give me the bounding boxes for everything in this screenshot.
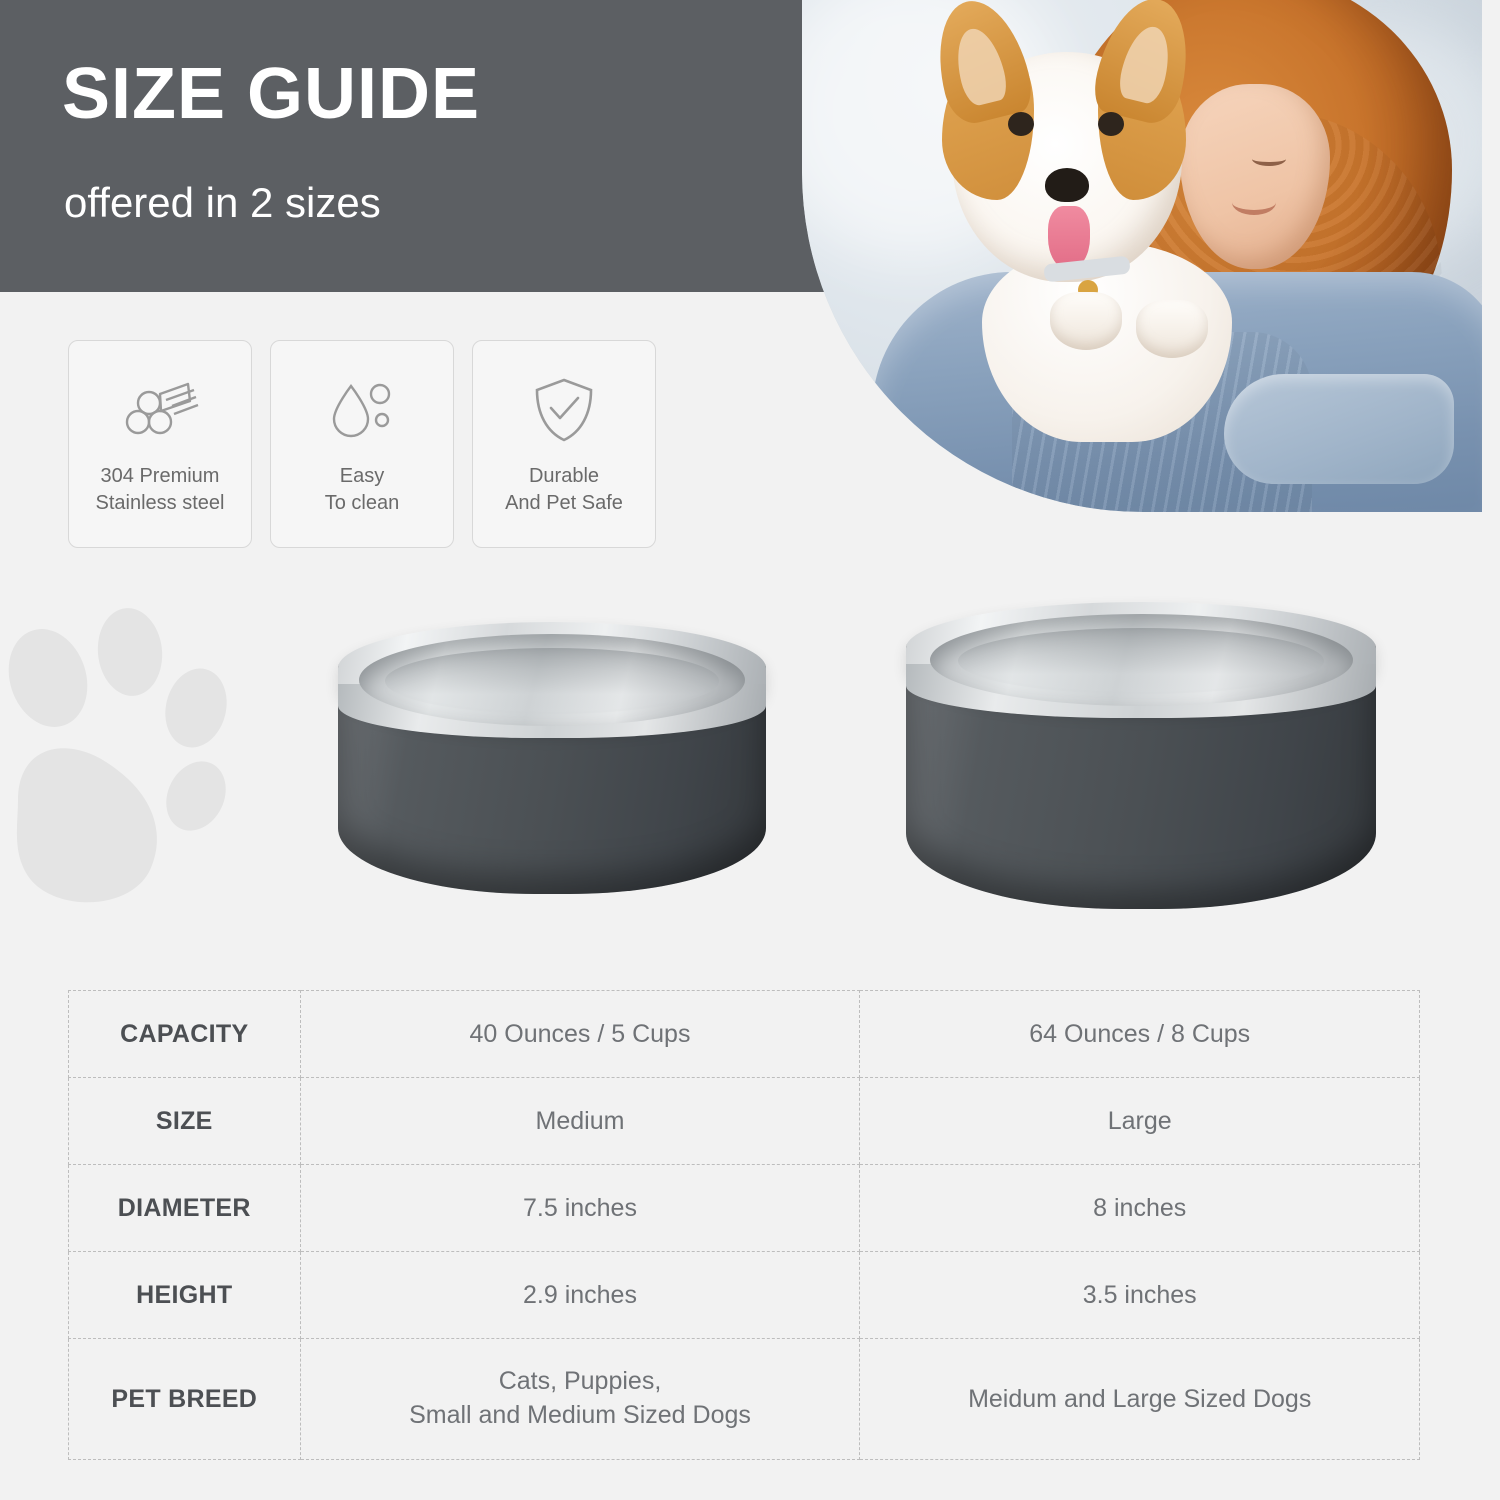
table-row: [69, 1078, 1420, 1165]
feature-steel-line1: 304 Premium: [100, 465, 220, 487]
corgi-paw-left: [1050, 292, 1122, 350]
feature-card-durable-text: [505, 463, 623, 517]
shield-check-icon: [529, 371, 599, 449]
height-medium: 2.9 inches: [300, 1252, 860, 1339]
corgi-nose: [1045, 168, 1089, 202]
size-medium: Medium: [300, 1078, 860, 1165]
capacity-medium: 40 Ounces / 5 Cups: [300, 991, 860, 1078]
medium-bowl: [338, 622, 766, 924]
corgi-eye-left: [1008, 112, 1034, 136]
hero-photo-mask: [802, 0, 1482, 512]
row-label-size: SIZE: [69, 1078, 301, 1165]
pet-breed-large: Meidum and Large Sized Dogs: [860, 1339, 1420, 1460]
spec-table: [68, 990, 1420, 1460]
page-title: SIZE GUIDE: [62, 54, 481, 134]
diameter-large: 8 inches: [860, 1165, 1420, 1252]
diameter-medium: 7.5 inches: [300, 1165, 860, 1252]
feature-badges: [68, 340, 656, 548]
feature-card-clean-text: [325, 463, 400, 517]
feature-clean-line2: To clean: [324, 492, 400, 514]
row-label-height: HEIGHT: [69, 1252, 301, 1339]
corgi-eye-right: [1098, 112, 1124, 136]
feature-steel-line2: Stainless steel: [95, 492, 225, 514]
table-row: [69, 1339, 1420, 1460]
feature-card-steel: [68, 340, 252, 548]
steel-rods-icon: [118, 371, 202, 449]
header-banner: [0, 0, 860, 292]
hero-photo: [802, 0, 1482, 512]
pet-breed-medium-line2: Small and Medium Sized Dogs: [409, 1401, 751, 1429]
medium-bowl-inner-shadow: [385, 648, 719, 714]
feature-card-durable: [472, 340, 656, 548]
corgi-paw-right: [1136, 300, 1208, 358]
pet-breed-medium-line1: Cats, Puppies,: [498, 1367, 662, 1396]
feature-clean-line1: Easy: [339, 465, 385, 487]
feature-card-clean: [270, 340, 454, 548]
water-drop-icon: [325, 371, 399, 449]
table-row: [69, 1252, 1420, 1339]
woman-eye: [1252, 152, 1286, 166]
feature-durable-line2: And Pet Safe: [505, 492, 623, 514]
feature-card-steel-text: [96, 463, 225, 517]
size-large: Large: [860, 1078, 1420, 1165]
table-row: [69, 991, 1420, 1078]
feature-durable-line1: Durable: [528, 465, 600, 487]
page-subtitle: offered in 2 sizes: [64, 179, 381, 226]
large-bowl-inner-shadow: [958, 628, 1325, 694]
row-label-pet-breed: PET BREED: [69, 1339, 301, 1460]
row-label-capacity: CAPACITY: [69, 991, 301, 1078]
large-bowl: [906, 602, 1376, 950]
pet-breed-medium: [300, 1339, 860, 1460]
denim-cuff: [1224, 374, 1454, 484]
woman-smile: [1232, 190, 1276, 215]
row-label-diameter: DIAMETER: [69, 1165, 301, 1252]
height-large: 3.5 inches: [860, 1252, 1420, 1339]
capacity-large: 64 Ounces / 8 Cups: [860, 991, 1420, 1078]
table-row: [69, 1165, 1420, 1252]
product-images: [0, 560, 1500, 960]
